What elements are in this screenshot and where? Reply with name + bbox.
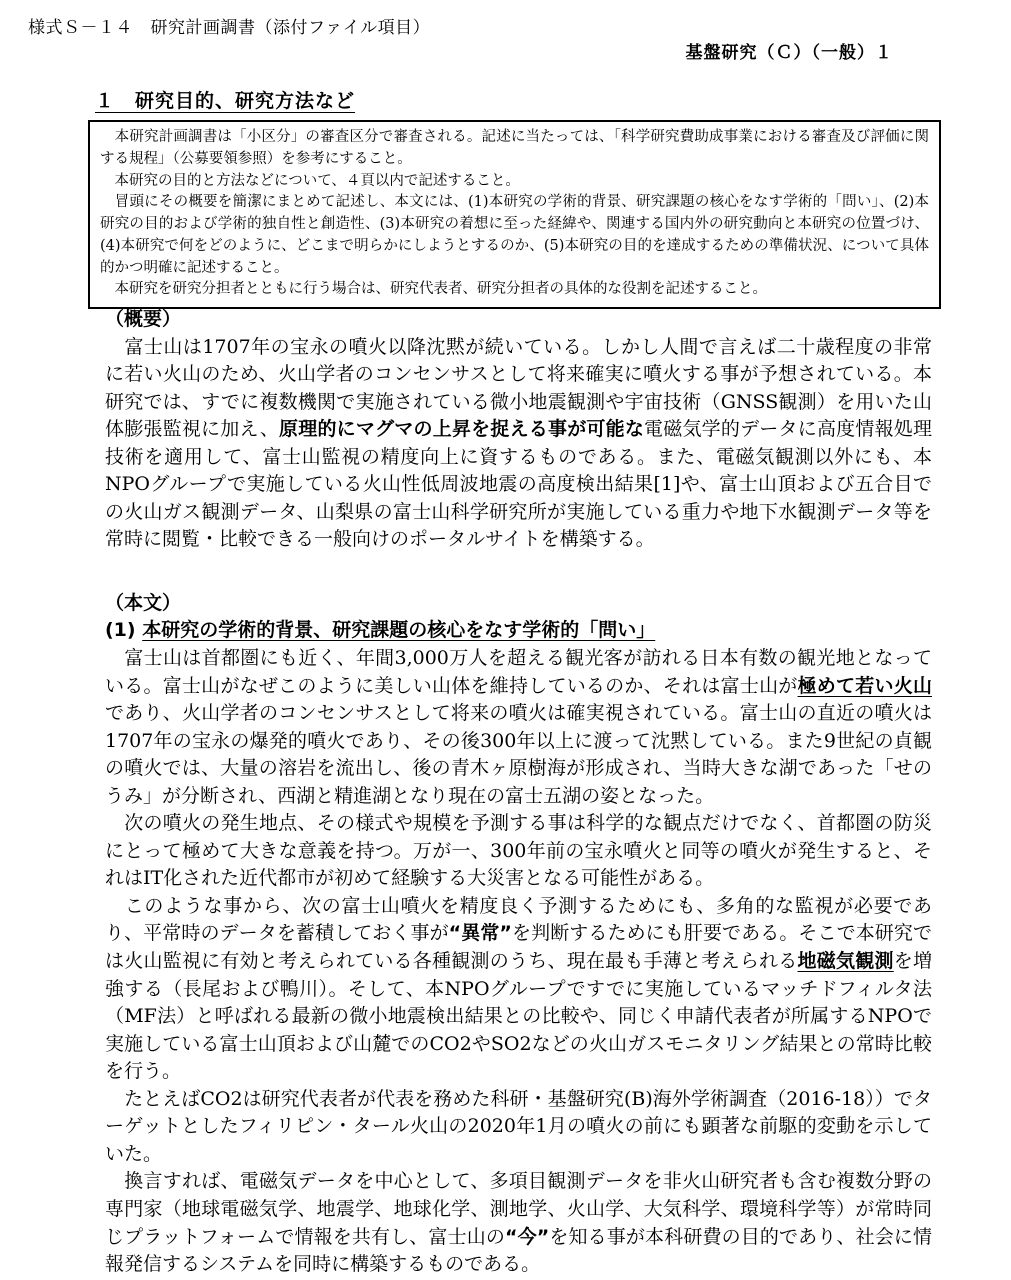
body-paragraph [105,1168,932,1278]
text-segment: 富士山は首都圏にも近く、年間3,000万人を超える観光客が訪れる日本有数の観光地となっている。富士山がなぜこのように美しい山体を維持しているのか、それは富士山が [105,647,932,697]
text-segment: このような事から、次の富士山噴火を精度良く予測するためにも、多角的な監視が必要であり、平常時のデータを蓄積しておく事が [105,894,932,945]
summary-paragraph [105,334,932,554]
text-segment: 換言すれば、電磁気データを中心として、多項目観測データを非火山研究者も含む複数分野の専門家（地球電磁気学、地震学、地球化学、測地学、火山学、大気科学、環境科学等）が常時同じプラットフォームで情報を共有し、富士山の [105,1170,932,1248]
category-label: 基盤研究（Ｃ）（一般）１ [685,43,893,63]
body-paragraph [105,893,932,1086]
text-segment: であり、火山学者のコンセンサスとして将来の噴火は確実視されている。富士山の直近の噴火は1707年の宝永の爆発的噴火であり、その後300年以上に渡って沈黙している。また9世紀の貞観の噴火では、大量の溶岩を流出し、後の青木ヶ原樹海が形成され、当時大きな湖であった「せのうみ」が分断され、西湖と精進湖となり現在の富士五湖の姿となった。 [105,702,932,807]
body-paragraph [105,810,932,893]
text-segment: 富士山は1707年の宝永の噴火以降沈黙が続いている。しかし人間で言えば二十歳程度の非常に若い火山のため、火山学者のコンセンサスとして将来確実に噴火する事が予想されている。本研究では、すでに複数機関で実施されている微小地震観測や宇宙技術（GNSS観測）を用いた山体膨張監視に加え、 [105,335,932,441]
text-segment: “今” [504,1225,550,1248]
text-segment: を増強する（長尾および鴨川）。そして、本NPOグループですでに実施しているマッチドフィルタ法（MF法）と呼ばれる最新の微小地震検出結果との比較や、同じく申請代表者が所属するNPOで実施している富士山頂および山麓でのCO2やSO2などの火山ガスモニタリング結果との常時比較を行う。 [105,950,932,1083]
body-paragraph [105,1086,932,1169]
section-heading: １ 研究目的、研究方法など [95,90,356,112]
instruction-line: 冒頭にその概要を簡潔にまとめて記述し、本文には、(1)本研究の学術的背景、研究課題の核心をなす学術的「問い」、(2)本研究の目的および学術的独自性と創造性、(3)本研究の着想に至った経緯や、関連する国内外の研究動向と本研究の位置づけ、(4)本研究で何をどのように、どこまで明らかにしようとするのか、(5)本研究の目的を達成するための準備状況、について具体的かつ明確に記述すること。 [100,194,929,276]
text-segment: たとえばCO2は研究代表者が代表を務めた科研・基盤研究(B)海外学術調査（2016-18））でターゲットとしたフィリピン・タール火山の2020年1月の噴火の前にも顕著な前駆的変動を示していた。 [105,1087,932,1165]
main-title: （本文） [105,591,182,614]
summary-title: （概要） [105,308,182,330]
text-segment: 地磁気観測 [797,950,894,973]
text-segment: を知る事が本科研費の目的であり、社会に情報発信するシステムを同時に構築するものである。 [105,1225,932,1276]
document-body [105,306,932,1279]
section1-title [105,617,932,645]
text-segment: “異常” [448,922,512,945]
text-segment: を判断するためにも肝要である。そこで本研究では火山監視に有効と考えられている各種観測のうち、現在最も手薄と考えられる [105,922,932,973]
text-segment: 極めて若い火山 [797,674,932,697]
instruction-box [88,120,941,309]
text-segment: 電磁気学的データに高度情報処理技術を適用して、富士山監視の精度向上に資するものである。また、電磁気観測以外にも、本NPOグループで実施している火山性低周波地震の高度検出結果[1]や、富士山頂および五合目での火山ガス観測データ、山梨県の富士山科学研究所が実施している重力や地下水観測データ等を常時に閲覧・比較できる一般向けのポータルサイトを構築する。 [105,418,932,551]
text-segment: 本研究の学術的背景、研究課題の核心をなす学術的「問い」 [142,619,656,642]
body-paragraph [105,645,932,810]
text-segment: 原理的にマグマの上昇を捉える事が可能な [279,418,645,441]
instruction-line: 本研究計画調書は「小区分」の審査区分で審査される。記述に当たっては、「科学研究費助成事業における審査及び評価に関する規程」（公募要領参照）を参考にすること。 [100,129,929,167]
instruction-line: 本研究を研究分担者とともに行う場合は、研究代表者、研究分担者の具体的な役割を記述すること。 [100,281,767,298]
text-segment: 次の噴火の発生地点、その様式や規模を予測する事は科学的な観点だけでなく、首都圏の防災にとって極めて大きな意義を持つ。万が一、300年前の宝永噴火と同等の噴火が発生すると、それはIT化された近代都市が初めて経験する大災害となる可能性がある。 [105,812,932,890]
text-segment: (1) [105,619,143,642]
form-label: 様式Ｓ－１４ 研究計画調書（添付ファイル項目） [28,18,431,38]
instruction-line: 本研究の目的と方法などについて、４頁以内で記述すること。 [100,172,520,189]
